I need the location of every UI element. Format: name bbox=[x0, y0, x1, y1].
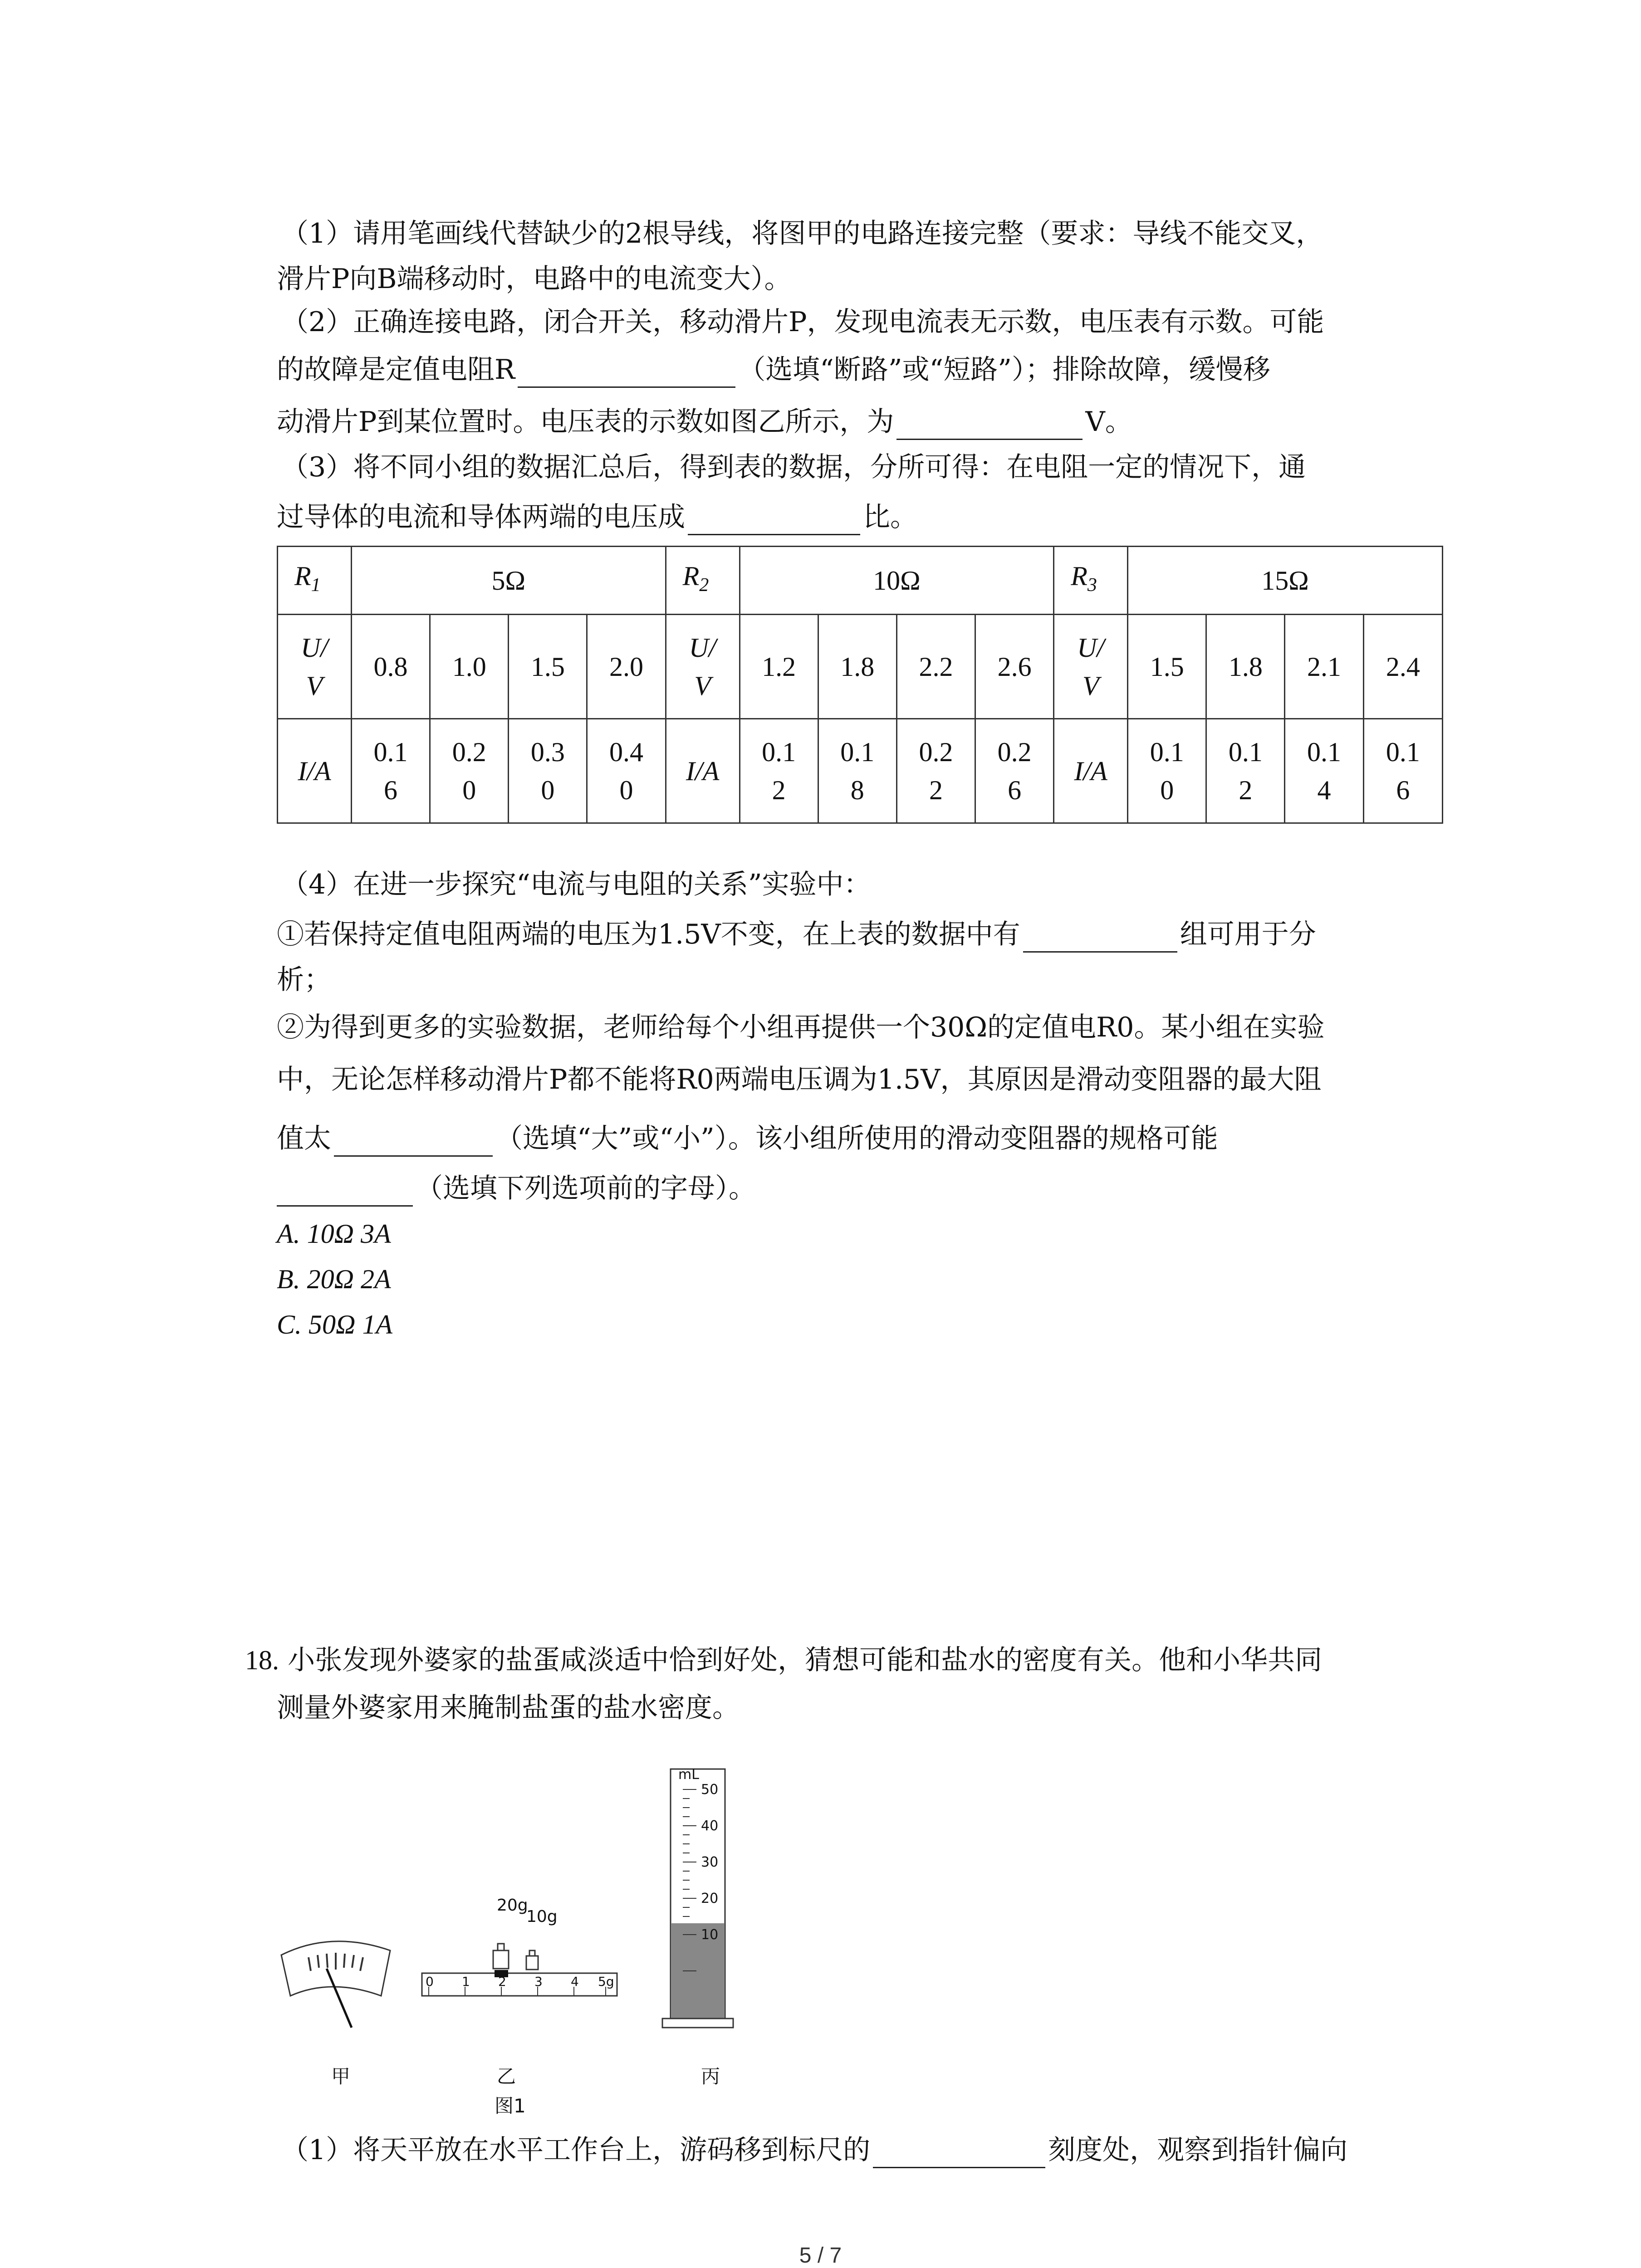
table-cell: 1.8 bbox=[1206, 615, 1285, 719]
cylinder-tick-40: 40 bbox=[701, 1818, 719, 1834]
weight-20g-label: 20g bbox=[497, 1896, 528, 1915]
u-label-1: U/ V bbox=[278, 615, 352, 719]
q17-part2-text-c: 动滑片P到某位置时。电压表的示数如图乙所示，为 bbox=[277, 406, 894, 438]
ruler-tick-4: 4 bbox=[571, 1974, 579, 1989]
rider-position-blank[interactable] bbox=[873, 2139, 1045, 2168]
q18-line2: 测量外婆家用来腌制盐蛋的盐水密度。 bbox=[277, 1692, 740, 1724]
data-table bbox=[277, 546, 1443, 824]
r3-value: 15Ω bbox=[1128, 547, 1443, 615]
cylinder-unit-label: mL bbox=[678, 1767, 699, 1783]
table-cell: 1.0 bbox=[430, 615, 509, 719]
r1-value: 5Ω bbox=[351, 547, 666, 615]
sub1-text-a: ①若保持定值电阻两端的电压为1.5V不变，在上表的数据中有 bbox=[277, 919, 1020, 950]
q17-part2-line2 bbox=[277, 352, 1270, 388]
q18-number: 18. bbox=[245, 1645, 279, 1675]
weight-10g-label: 10g bbox=[526, 1907, 558, 1926]
table-cell: 0.8 bbox=[351, 615, 430, 719]
table-cell: 0.1 8 bbox=[818, 719, 896, 823]
table-row-current bbox=[278, 719, 1443, 823]
q18-text-1: 小张发现外婆家的盐蛋咸淡适中恰到好处，猜想可能和盐水的密度有关。他和小华共同 bbox=[288, 1644, 1323, 1676]
q18-line1 bbox=[245, 1642, 1322, 1678]
table-cell: 0.1 2 bbox=[740, 719, 818, 823]
rider-scale bbox=[422, 1944, 617, 1996]
i-label-2: I/A bbox=[666, 719, 740, 823]
q17-part4-sub1-cont: 析； bbox=[277, 964, 331, 996]
table-cell: 0.2 6 bbox=[975, 719, 1054, 823]
sub2-text-c: （选填下列选项前的字母）。 bbox=[416, 1173, 756, 1204]
ruler-tick-1: 1 bbox=[462, 1974, 470, 1989]
fault-answer-blank[interactable] bbox=[518, 358, 735, 388]
q17-part4-sub2-line2: 中，无论怎样移动滑片P都不能将R0两端电压调为1.5V，其原因是滑动变阻器的最大阻 bbox=[277, 1064, 1322, 1095]
groups-answer-blank[interactable] bbox=[1023, 923, 1177, 953]
u-label-3: U/ V bbox=[1054, 615, 1128, 719]
ruler-tick-5g: 5g bbox=[598, 1974, 614, 1989]
option-b[interactable]: B. 20Ω 2A bbox=[277, 1264, 391, 1294]
ruler-tick-2: 2 bbox=[498, 1974, 506, 1989]
q17-part4-sub2-line3 bbox=[277, 1120, 1218, 1157]
table-cell: 2.0 bbox=[587, 615, 666, 719]
table-cell: 0.3 0 bbox=[509, 719, 587, 823]
r2-value: 10Ω bbox=[740, 547, 1054, 615]
q17-part2-line1: （2）正确连接电路，闭合开关，移动滑片P，发现电流表无示数，电压表有示数。可能 bbox=[281, 306, 1324, 338]
weight-20g bbox=[493, 1950, 509, 1969]
table-cell: 0.1 6 bbox=[351, 719, 430, 823]
q18-part1-text-a: （1）将天平放在水平工作台上，游码移到标尺的 bbox=[281, 2134, 871, 2166]
table-cell: 1.5 bbox=[509, 615, 587, 719]
table-row-voltage bbox=[278, 615, 1443, 719]
q17-part2-text-a: 的故障是定值电阻R bbox=[277, 354, 515, 386]
table-cell: 2.6 bbox=[975, 615, 1054, 719]
figure-label-jia: 甲 bbox=[331, 2065, 351, 2087]
q17-part1-line2: 滑片P向B端移动时，电路中的电流变大）。 bbox=[277, 263, 792, 295]
r3-label: $R_3$ bbox=[1054, 547, 1128, 615]
figure-1 bbox=[272, 1751, 817, 2132]
resistance-size-blank[interactable] bbox=[334, 1127, 493, 1157]
u-label-2: U/ V bbox=[666, 615, 740, 719]
r1-label: $R_1$ bbox=[278, 547, 352, 615]
cylinder-tick-10: 10 bbox=[701, 1927, 719, 1943]
q17-part2-line3 bbox=[277, 404, 1132, 440]
i-label-3: I/A bbox=[1054, 719, 1128, 823]
figure-label-yi: 乙 bbox=[497, 2065, 516, 2087]
q17-part4-sub2-line4 bbox=[277, 1170, 756, 1207]
q17-part3-text-a: 过导体的电流和导体两端的电压成 bbox=[277, 501, 685, 533]
q17-part1-line1: （1）请用笔画线代替缺少的2根导线，将图甲的电路连接完整（要求：导线不能交叉， bbox=[281, 218, 1323, 249]
r2-label: $R_2$ bbox=[666, 547, 740, 615]
option-a[interactable]: A. 10Ω 3A bbox=[277, 1219, 391, 1249]
q17-part4-sub2-line1: ②为得到更多的实验数据，老师给每个小组再提供一个30Ω的定值电R0。某小组在实验 bbox=[277, 1012, 1325, 1043]
option-c[interactable]: C. 50Ω 1A bbox=[277, 1310, 393, 1339]
cylinder-tick-50: 50 bbox=[701, 1782, 719, 1798]
weight-10g bbox=[526, 1956, 538, 1970]
sub2-text-a: 值太 bbox=[277, 1123, 331, 1154]
sub2-text-b: （选填“大”或“小”）。该小组所使用的滑动变阻器的规格可能 bbox=[495, 1123, 1218, 1154]
q17-part2-text-b: （选填“断路”或“短路”）；排除故障，缓慢移 bbox=[738, 354, 1270, 386]
q17-part4-sub1 bbox=[277, 916, 1316, 953]
q17-part4-heading: （4）在进一步探究“电流与电阻的关系”实验中： bbox=[281, 869, 871, 900]
i-label-1: I/A bbox=[278, 719, 352, 823]
ratio-answer-blank[interactable] bbox=[688, 506, 860, 535]
table-cell: 2.1 bbox=[1285, 615, 1363, 719]
cylinder-tick-20: 20 bbox=[701, 1891, 719, 1906]
q18-part1-line bbox=[281, 2132, 1347, 2168]
spec-answer-blank[interactable] bbox=[277, 1177, 413, 1207]
measuring-cylinder bbox=[662, 1769, 733, 2028]
q17-part3-line2 bbox=[277, 499, 917, 535]
figure-caption: 图1 bbox=[495, 2095, 526, 2117]
sub1-text-b: 组可用于分 bbox=[1180, 919, 1316, 950]
page-number: 5 / 7 bbox=[799, 2244, 842, 2268]
q17-part3-text-b: 比。 bbox=[863, 501, 917, 533]
table-cell: 2.4 bbox=[1363, 615, 1442, 719]
table-cell: 1.2 bbox=[740, 615, 818, 719]
table-cell: 0.1 2 bbox=[1206, 719, 1285, 823]
table-cell: 1.5 bbox=[1128, 615, 1206, 719]
table-cell: 2.2 bbox=[896, 615, 975, 719]
ruler-tick-3: 3 bbox=[534, 1974, 543, 1989]
table-cell: 0.1 6 bbox=[1363, 719, 1442, 823]
table-cell: 0.4 0 bbox=[587, 719, 666, 823]
figure-label-bing: 丙 bbox=[701, 2065, 720, 2087]
balance-dial bbox=[281, 1941, 390, 2028]
q17-part3-line1: （3）将不同小组的数据汇总后，得到表的数据，分所可得：在电阻一定的情况下，通 bbox=[281, 451, 1306, 483]
table-cell: 0.1 4 bbox=[1285, 719, 1363, 823]
table-row-resistance bbox=[278, 547, 1443, 615]
table-cell: 0.2 2 bbox=[896, 719, 975, 823]
q17-part2-unit: V。 bbox=[1085, 406, 1132, 438]
ruler-tick-0: 0 bbox=[426, 1974, 434, 1989]
cylinder-tick-30: 30 bbox=[701, 1854, 719, 1870]
q18-part1-text-b: 刻度处，观察到指针偏向 bbox=[1048, 2134, 1348, 2166]
table-cell: 0.1 0 bbox=[1128, 719, 1206, 823]
table-cell: 0.2 0 bbox=[430, 719, 509, 823]
voltage-answer-blank[interactable] bbox=[896, 411, 1083, 440]
table-cell: 1.8 bbox=[818, 615, 896, 719]
